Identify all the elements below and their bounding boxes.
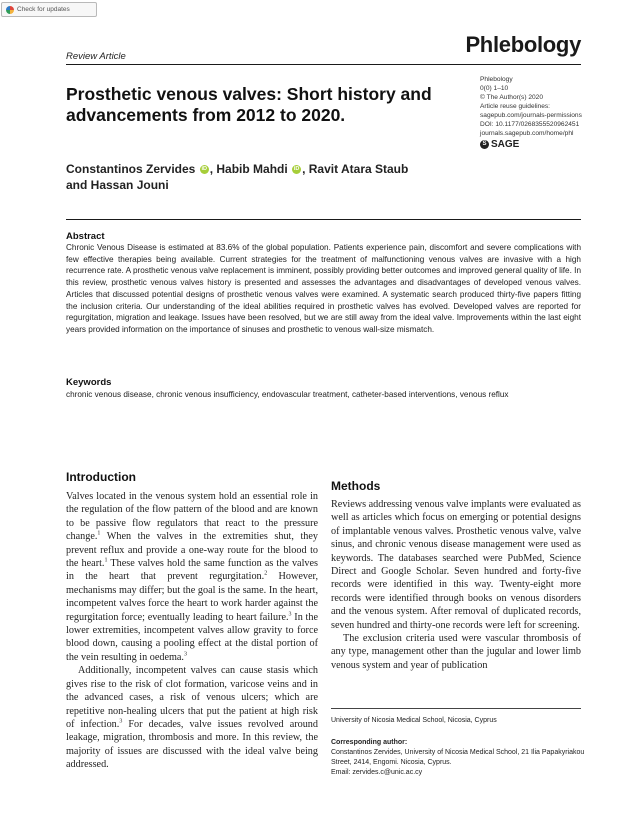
methods-body: [331, 498, 581, 672]
meta-line: Article reuse guidelines:: [480, 103, 551, 110]
corr-heading: Corresponding author:: [331, 739, 408, 746]
meta-line: 0(0) 1–10: [480, 85, 509, 92]
paragraph: The exclusion criteria used were vascular thrombosis of any type, management other than the jugular and lower limb venous system and year of publication: [331, 633, 581, 671]
crossmark-icon: [6, 6, 14, 14]
sage-logo: [480, 140, 590, 149]
keywords-text: chronic venous disease, chronic venous insufficiency, endovascular treatment, catheter-based interventions, venous reflux: [66, 390, 509, 399]
orcid-icon[interactable]: iD: [201, 166, 207, 173]
abstract-text: Chronic Venous Disease is estimated at 83.6% of the global population. Patients experience pain, discomfort and severe complications with few effective therapies being available. Current strategies for the treatment of malfunctioning venous valves are invasive with a high recurrence rate. A prosthetic venous valve replacement is imminent, possibly providing better outcomes and improved general quality of life. In this review, prosthetic venous valves history is presented and assesses the advantages and disadvantages of developed venous valves. Articles that discussed potential designs of prosthetic venous valves were examined. A systematic search produced thirty-five papers fitting the inclusion criteria. Our understanding of the ideal abilities required in prosthetic valves has evolved. Developed valves are reported for regurgitation, migration and leakage. Issues have been resolved, but we are still away from the ideal valve. Improvements within the last eight years provided information on the importance of sinuses and prosthetic to venous wall-size mismatch.: [66, 243, 581, 334]
citation[interactable]: 1: [104, 557, 108, 564]
author-separator: ,: [302, 162, 306, 176]
author-list: [66, 161, 466, 193]
citation[interactable]: 3: [183, 651, 187, 658]
author-separator: ,: [209, 162, 214, 176]
citation[interactable]: 2: [264, 571, 268, 578]
journal-name: Phlebology: [465, 32, 581, 57]
author-name: Constantinos Zervides: [66, 162, 196, 176]
sage-icon: S: [480, 140, 489, 149]
paragraph: Reviews addressing venous valve implants were evaluated as well as articles which focus on emerging or potential designs of implantable venous valves. Prosthetic venous valve, valve sinus, and chronic venous disease management were used as keywords. The databases searched were PubMed, Science Direct and Google Scholar. Seven hundred and forty-five records were identified in this way. Twenty-eight more records were identified through books on venous disorders and the venous system. After removal of duplicated records, seven hundred and thirty-one records were left for screening.: [331, 499, 581, 631]
meta-link[interactable]: sagepub.com/journals-permissions: [480, 112, 582, 119]
author-name: Habib Mahdi: [216, 162, 288, 176]
header-rule: [66, 64, 581, 65]
meta-line: Phlebology: [480, 76, 513, 83]
article-title: Prosthetic venous valves: Short history and advancements from 2012 to 2020.: [66, 84, 432, 125]
paragraph: Valves located in the venous system hold an essential role in the regulation of the flow pattern of the blood and are known to be passive flow regulators that react to the pressure change.$^1$ When the valves in the extremities shut, they prevent reflux and provide a one-way route for the blood to the heart.$^1$ These valves hold the same function as the valves in the heart that prevent regurgitation.$^2$ However, mechanisms may differ; but the goal is the same. In the heart, incompetent valves force the heart to work harder against the regurgitation force; eventually leading to heart failure.$^3$ In the lower extremities, incompetent valves allow gravity to force blood down, causing a pooling effect at the distal portion of the vein resulting in oedema.$^3$: [66, 491, 318, 663]
meta-link[interactable]: journals.sagepub.com/home/phl: [480, 130, 574, 137]
corr-email[interactable]: Email: zervides.c@unic.ac.cy: [331, 769, 423, 776]
corr-address: Constantinos Zervides, University of Nicosia Medical School, 21 Ilia Papakyriakou Street, 2414, Engomi. Nicosia, Cyprus.: [331, 749, 585, 766]
orcid-icon[interactable]: iD: [293, 166, 300, 173]
corresponding-author: [331, 738, 591, 778]
keywords-heading: Keywords: [66, 377, 112, 388]
publisher-name: SAGE: [491, 139, 520, 150]
article-meta: [480, 75, 590, 149]
badge-label: Check for updates: [17, 6, 70, 13]
article-type: Review Article: [66, 51, 126, 62]
affiliation-footnote: University of Nicosia Medical School, Nicosia, Cyprus: [331, 717, 497, 724]
check-for-updates-badge[interactable]: [1, 2, 97, 17]
introduction-body: [66, 490, 318, 772]
author-name: Ravit Atara Staub: [308, 162, 409, 176]
author-name: and Hassan Jouni: [66, 178, 169, 192]
citation[interactable]: 3: [288, 611, 292, 618]
meta-line: © The Author(s) 2020: [480, 94, 544, 101]
meta-doi[interactable]: DOI: 10.1177/0268355520962451: [480, 121, 580, 128]
footnote-rule: [331, 708, 581, 709]
methods-heading: Methods: [331, 479, 381, 493]
citation[interactable]: 3: [119, 718, 123, 725]
citation[interactable]: 1: [97, 530, 101, 537]
abstract-heading: Abstract: [66, 231, 105, 242]
abstract-rule: [66, 219, 581, 220]
introduction-heading: Introduction: [66, 470, 136, 484]
paragraph: Additionally, incompetent valves can cause stasis which gives rise to the risk of clot formation, varicose veins and in the advanced cases, a risk of venous ulcers; which are repetitive non-healing ulcers that put the patient at high risk of infection.$^3$ For decades, valve issues revolved around leakage, migration, thrombosis and more. In this review, the majority of issues are discussed with the ideal valve being addressed.: [66, 665, 318, 771]
